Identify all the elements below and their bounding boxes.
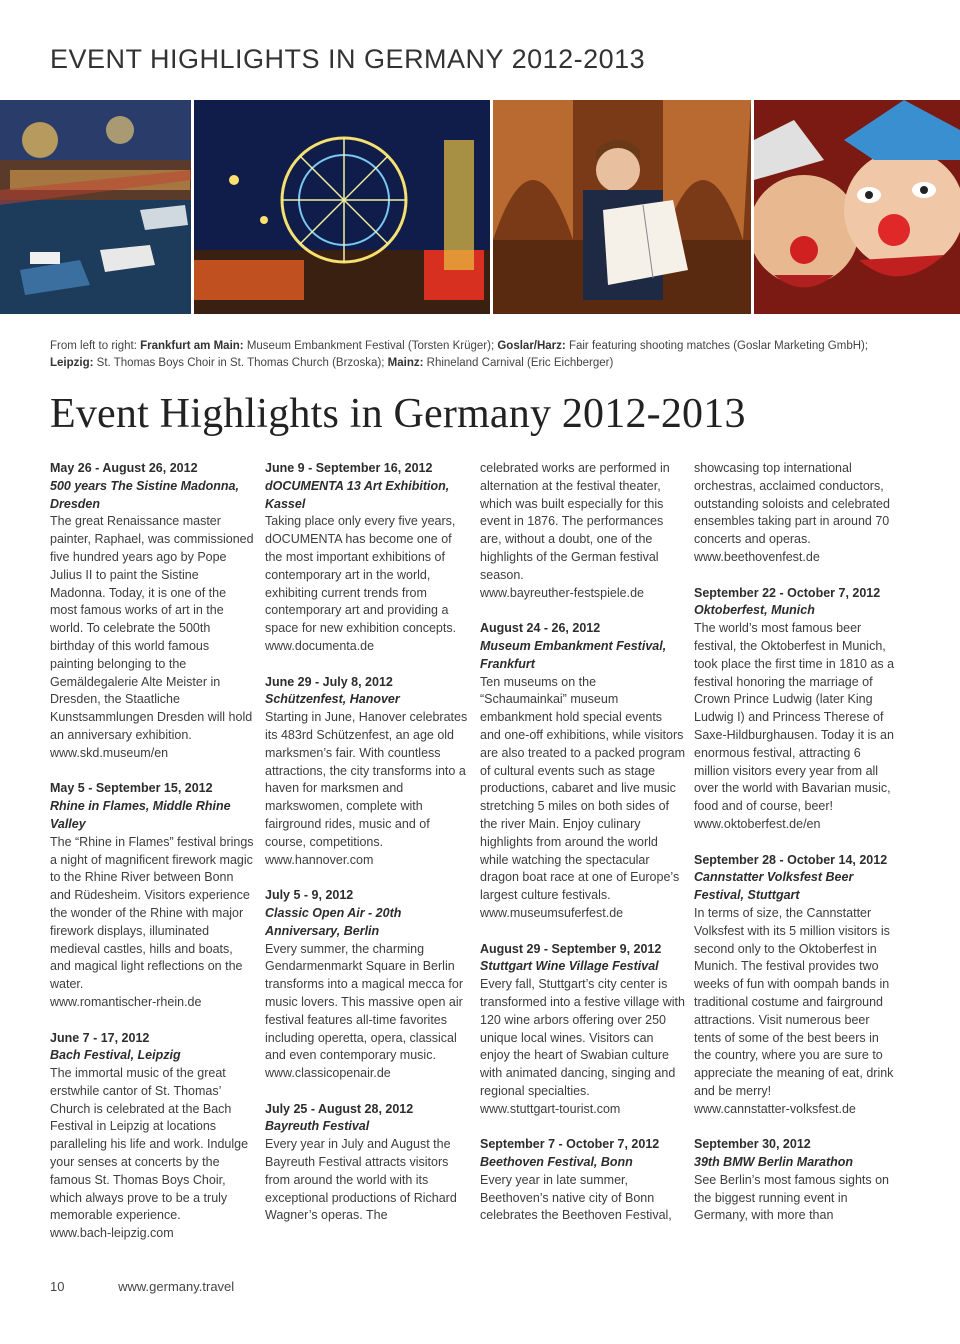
event-url[interactable]: www.hannover.com <box>265 852 374 867</box>
page-title: Event Highlights in Germany 2012-2013 <box>50 391 746 437</box>
event-description: The immortal music of the great erstwhile cantor of St. Thomas’ Church is celebrated at the Bach Festival in Leipzig at locations paralleling his life and work. Indulge your senses at concerts by the famous St. Thomas Boys Choir, which always prove to be a truly memorable experience. <box>50 1066 249 1223</box>
event-description: Every summer, the charming Gendarmenmarkt Square in Berlin transforms into a magical mecca for music lovers. This massive open air festival features all-time favorites including operetta, opera, classical and even contemporary music. <box>265 941 463 1063</box>
event-name: dOCUMENTA 13 Art Exhibition, Kassel <box>265 478 450 511</box>
caption-place: Goslar/Harz: <box>497 340 566 352</box>
event-name: Cannstatter Volksfest Beer Festival, Stuttgart <box>694 870 854 903</box>
event-description: See Berlin’s most famous sights on the biggest running event in Germany, with more than <box>694 1172 890 1223</box>
event-date: August 24 - 26, 2012 <box>480 621 601 636</box>
event-name: Oktoberfest, Munich <box>694 603 815 618</box>
photo-frankfurt <box>0 100 191 314</box>
page-number: 10 <box>50 1279 65 1294</box>
event-name: Museum Embankment Festival, Frankfurt <box>480 638 667 671</box>
event-name: Beethoven Festival, Bonn <box>480 1155 633 1170</box>
column-2 <box>265 460 470 1243</box>
event-item <box>480 620 685 923</box>
event-name: Rhine in Flames, Middle Rhine Valley <box>50 799 231 831</box>
photo-strip <box>0 100 960 314</box>
event-item <box>694 852 899 1119</box>
event-url[interactable]: www.romantischer-rhein.de <box>50 994 202 1009</box>
event-description: The “Rhine in Flames” festival brings a night of magnificent firework magic to the Rhine River between Bonn and Rüdesheim. Visitors experience the wonder of the Rhine with major firework displays, illuminated medieval castles, hills and boats, and magical light reflections on the water. <box>50 834 254 992</box>
event-name: Bayreuth Festival <box>265 1119 370 1134</box>
event-item <box>480 1136 685 1225</box>
photo-caption <box>50 338 910 372</box>
event-name: Schützenfest, Hanover <box>265 692 400 707</box>
event-description: The world’s most famous beer festival, the Oktoberfest in Munich, took place the first time in 1810 as a festival honoring the marriage of Crown Prince Ludwig (later King Ludwig I) and Princess Therese of Saxe-Hildburghausen. Today it is an enormous festival, attracting 6 million visitors every year from all over the world with Bavarian music, food and of course, beer! <box>694 621 895 814</box>
photo-goslar <box>194 100 490 314</box>
event-item <box>265 887 470 1083</box>
caption-intro: From left to right: <box>50 340 141 352</box>
event-description: Every fall, Stuttgart’s city center is transformed into a festive village with 120 wine arbors offering over 250 unique local wines. Visitors can enjoy the heart of Swabian culture with animated dancing, singing and regional specialties. <box>480 977 685 1098</box>
event-url[interactable]: www.bach-leipzig.com <box>50 1226 174 1241</box>
event-url[interactable]: www.classicopenair.de <box>265 1066 391 1081</box>
caption-text: Fair featuring shooting matches (Goslar Marketing GmbH); <box>565 340 869 352</box>
event-item-continued <box>694 460 899 567</box>
event-item <box>50 460 255 763</box>
event-name: 39th BMW Berlin Marathon <box>694 1155 854 1170</box>
event-item <box>265 1101 470 1226</box>
event-date: September 28 - October 14, 2012 <box>694 852 888 867</box>
event-item-continued <box>480 460 685 602</box>
event-date: July 5 - 9, 2012 <box>265 888 354 903</box>
event-url[interactable]: www.stuttgart-tourist.com <box>480 1101 621 1116</box>
event-url[interactable]: www.bayreuther-festspiele.de <box>480 585 644 600</box>
caption-text: Museum Embankment Festival (Torsten Krüger); <box>243 340 498 352</box>
event-item <box>50 1030 255 1244</box>
event-description: Every year in late summer, Beethoven’s native city of Bonn celebrates the Beethoven Festival, <box>480 1172 672 1223</box>
event-name: 500 years The Sistine Madonna, Dresden <box>50 478 239 511</box>
event-description: The great Renaissance master painter, Raphael, was commissioned five hundred years ago by Pope Julius II to paint the Sistine Madonna. Today, it is one of the most famous works of art in the world. To celebrate the 500th birthday of this world famous painting belonging to the Gemäldegalerie Alte Meister in Dresden, the Staatliche Kunstsammlungen Dresden will hold an anniversary exhibition. <box>50 514 254 742</box>
column-4 <box>694 460 899 1243</box>
event-description: Every year in July and August the Bayreuth Festival attracts visitors from around the world with its exceptional productions of Richard Wagner’s operas. The <box>265 1137 457 1223</box>
event-description: In terms of size, the Cannstatter Volksfest with its 5 million visitors is second only to the Oktoberfest in Munich. The festival provides two weeks of fun with oompah bands in traditional costume and fairground attractions. Visit numerous beer tents of some of the best beers in the country, where you are sure to appreciate the meaning of eat, drink and be merry! <box>694 905 894 1098</box>
event-url[interactable]: www.museumsuferfest.de <box>480 905 624 920</box>
caption-text: St. Thomas Boys Choir in St. Thomas Church (Brzoska); <box>93 357 388 369</box>
event-date: September 7 - October 7, 2012 <box>480 1137 660 1152</box>
event-url[interactable]: www.beethovenfest.de <box>694 549 820 564</box>
photo-mainz <box>754 100 960 314</box>
caption-place: Leipzig: <box>50 357 94 369</box>
caption-text: Rhineland Carnival (Eric Eichberger) <box>423 357 614 369</box>
photo-leipzig <box>493 100 751 314</box>
event-name: Bach Festival, Leipzig <box>50 1048 181 1063</box>
event-item <box>480 941 685 1119</box>
event-date: June 29 - July 8, 2012 <box>265 674 393 689</box>
event-description: Ten museums on the “Schaumainkai” museum embankment hold special events and one-off exhibitions, while visitors are also treated to a packed program of cultural events such as stage productions, cabaret and live music stretching 5 miles on both sides of the river Main. Enjoy culinary highlights from around the world while watching the spectacular dragon boat race at one of Europe’s largest culture festivals. <box>480 674 685 903</box>
event-url[interactable]: www.skd.museum/en <box>50 745 169 760</box>
event-description: showcasing top international orchestras, acclaimed conductors, outstanding soloists and celebrated ensembles taking part in around 70 concerts and operas. <box>694 461 890 547</box>
event-date: May 5 - September 15, 2012 <box>50 781 213 796</box>
event-item <box>50 780 255 1011</box>
event-item <box>694 585 899 834</box>
event-item <box>265 460 470 656</box>
event-url[interactable]: www.oktoberfest.de/en <box>694 816 821 831</box>
footer-site-link[interactable]: www.germany.travel <box>118 1279 235 1294</box>
event-name: Stuttgart Wine Village Festival <box>480 959 659 974</box>
event-item <box>265 674 470 870</box>
event-date: June 7 - 17, 2012 <box>50 1030 150 1045</box>
event-name: Classic Open Air - 20th Anniversary, Berlin <box>265 905 402 938</box>
caption-place: Mainz: <box>387 357 424 369</box>
event-date: September 22 - October 7, 2012 <box>694 585 881 600</box>
section-header: EVENT HIGHLIGHTS IN GERMANY 2012-2013 <box>50 44 646 74</box>
event-date: August 29 - September 9, 2012 <box>480 941 662 956</box>
column-1 <box>50 460 255 1261</box>
event-url[interactable]: www.documenta.de <box>265 638 375 653</box>
event-date: September 30, 2012 <box>694 1137 811 1152</box>
caption-place: Frankfurt am Main: <box>140 340 244 352</box>
event-description: Taking place only every five years, dOCUMENTA has become one of the most important exhibitions of contemporary art in the world, exhibiting current trends from contemporary art and providing a space for new exhibition concepts. <box>265 514 457 636</box>
event-date: May 26 - August 26, 2012 <box>50 461 198 475</box>
event-date: July 25 - August 28, 2012 <box>265 1101 414 1116</box>
column-3 <box>480 460 685 1243</box>
event-description: celebrated works are performed in alternation at the festival theater, which was built especially for this event in 1876. The performances are, without a doubt, one of the highlights of the German festival season. <box>480 461 670 582</box>
event-description: Starting in June, Hanover celebrates its 483rd Schützenfest, an age old marksmen’s fair. With countless attractions, the city transforms into a haven for marksmen and markswomen, complete with fairground rides, music and of course, competitions. <box>265 710 468 849</box>
event-url[interactable]: www.cannstatter-volksfest.de <box>694 1101 856 1116</box>
page-footer <box>50 1279 234 1294</box>
event-item <box>694 1136 899 1225</box>
event-date: June 9 - September 16, 2012 <box>265 461 433 475</box>
